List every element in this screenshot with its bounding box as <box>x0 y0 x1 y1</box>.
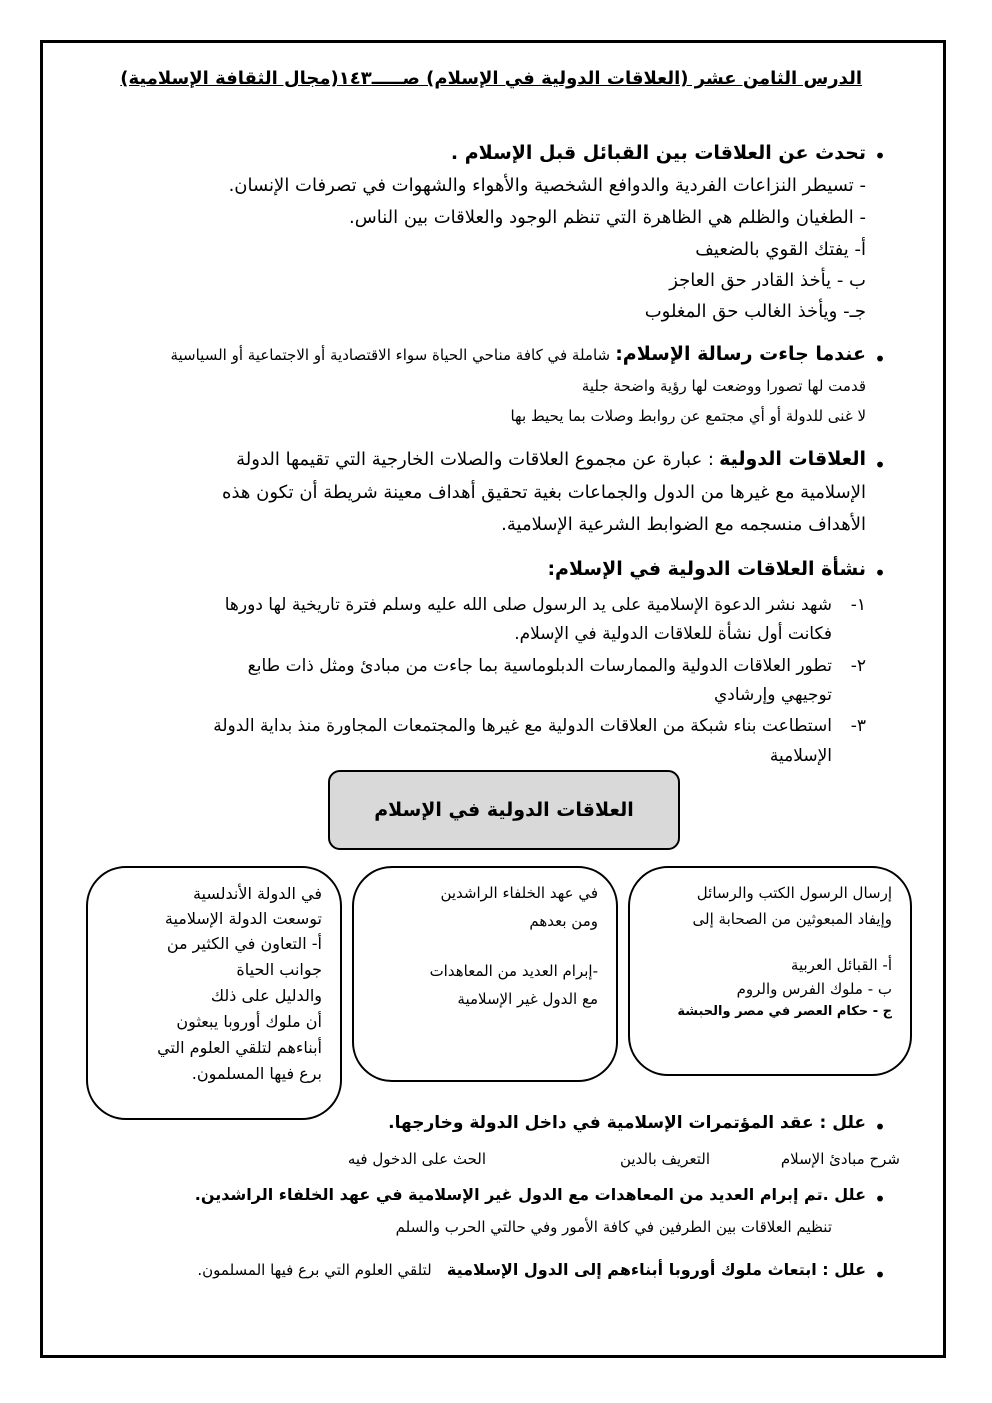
section3-heading: العلاقات الدولية <box>719 448 866 470</box>
point-text: تطور العلاقات الدولية والممارسات الدبلوماسية بما جاءت من مبادئ ومثل ذات طابع <box>247 656 832 676</box>
box-line: برع فيها المسلمون. <box>191 1064 322 1083</box>
box-line: أن ملوك أوروبا يبعثون <box>176 1012 322 1031</box>
q1-answer-2: التعريف بالدين <box>619 1150 710 1168</box>
point-number: ١- <box>850 595 866 615</box>
q3-heading: علل : ابتعاث ملوك أوروبا أبناءهم إلى الدول الإسلامية <box>446 1260 866 1279</box>
diagram-left-box <box>86 866 342 1120</box>
box-line: أ- التعاون في الكثير من <box>166 934 322 953</box>
box-line: مع الدول غير الإسلامية <box>457 990 598 1008</box>
box-line: أ- القبائل العربية <box>790 956 892 974</box>
q3-answer: لتلقي العلوم التي برع فيها المسلمون. <box>197 1261 432 1279</box>
box-line: والدليل على ذلك <box>210 986 322 1005</box>
box-line: ج - حكام العصر في مصر والحبشة <box>677 1004 892 1019</box>
point-number: ٢- <box>850 656 866 676</box>
box-line: -إبرام العديد من المعاهدات <box>429 962 598 980</box>
section1-item-b: ب - يأخذ القادر حق العاجز <box>669 270 866 291</box>
origin-point-1-cont: فكانت أول نشأة للعلاقات الدولية في الإسلام. <box>514 624 832 644</box>
box-line: في عهد الخلفاء الراشدين <box>440 884 598 902</box>
section2-line1: شاملة في كافة مناحي الحياة سواء الاقتصادية أو الاجتماعية أو السياسية <box>170 346 611 364</box>
box-line: جوانب الحياة <box>236 960 322 979</box>
origin-point-3-cont: الإسلامية <box>769 746 832 766</box>
section3-first-line <box>236 448 866 470</box>
point-text: استطاعت بناء شبكة من العلاقات الدولية مع غيرها والمجتمعات المجاورة منذ بداية الدولة <box>213 716 832 736</box>
section1-item-a: أ- يفتك القوي بالضعيف <box>695 239 866 260</box>
bullet: • <box>874 1187 886 1211</box>
box-line: ب - ملوك الفرس والروم <box>736 980 892 998</box>
section2-line3: لا غنى للدولة أو أي مجتمع عن روابط وصلات بما يحيط بها <box>510 407 866 425</box>
q2-answer: تنظيم العلاقات بين الطرفين في كافة الأمور وفي حالتي الحرب والسلم <box>395 1218 832 1236</box>
diagram-right-box <box>628 866 912 1076</box>
bullet: • <box>874 347 886 371</box>
box-line: أبناءهم لتلقي العلوم التي <box>157 1038 322 1057</box>
origin-point-3 <box>66 716 866 746</box>
diagram-center-box: العلاقات الدولية في الإسلام <box>328 770 680 850</box>
section1-line2: - الطغيان والظلم هي الظاهرة التي تنظم الوجود والعلاقات بين الناس. <box>349 207 866 228</box>
box-line: توسعت الدولة الإسلامية <box>164 909 322 928</box>
origin-point-2-cont: توجيهي وإرشادي <box>713 685 832 705</box>
box-line: في الدولة الأندلسية <box>192 884 322 903</box>
bullet: • <box>874 1263 886 1287</box>
q1-answer-3: الحث على الدخول فيه <box>347 1150 486 1168</box>
section1-heading: تحدث عن العلاقات بين القبائل قبل الإسلام . <box>450 142 866 164</box>
origin-point-2 <box>66 656 866 686</box>
bullet: • <box>874 453 886 477</box>
q1-answer-1: شرح مبادئ الإسلام <box>780 1150 900 1168</box>
bullet: • <box>874 144 886 168</box>
section1-item-c: جـ- ويأخذ الغالب حق المغلوب <box>644 301 866 322</box>
box-line: وإيفاد المبعوثين من الصحابة إلى <box>692 910 892 928</box>
section2-line2: قدمت لها تصورا ووضعت لها رؤية واضحة جلية <box>581 377 866 395</box>
section2-first-line <box>170 343 866 365</box>
bullet: • <box>874 1115 886 1139</box>
bullet: • <box>874 561 886 585</box>
section2-heading: عندما جاءت رسالة الإسلام: <box>615 343 866 365</box>
section4-heading: نشأة العلاقات الدولية في الإسلام: <box>547 558 866 580</box>
origin-point-1 <box>66 595 866 625</box>
diagram-middle-box <box>352 866 618 1082</box>
section3-line3: الأهداف منسجمه مع الضوابط الشرعية الإسلامية. <box>501 514 866 535</box>
point-text: شهد نشر الدعوة الإسلامية على يد الرسول صلى الله عليه وسلم فترة تاريخية لها دورها <box>224 595 832 615</box>
q3-line <box>197 1260 866 1279</box>
section3-line1: : عبارة عن مجموع العلاقات والصلات الخارجية التي تقيمها الدولة <box>236 449 714 470</box>
lesson-title: الدرس الثامن عشر (العلاقات الدولية في الإسلام) صـــــ١٤٣(مجال الثقافة الإسلامية) <box>120 68 862 89</box>
section1-line1: - تسيطر النزاعات الفردية والدوافع الشخصية والأهواء والشهوات في تصرفات الإنسان. <box>228 175 866 196</box>
point-number: ٣- <box>850 716 866 736</box>
section3-line2: الإسلامية مع غيرها من الدول والجماعات بغية تحقيق أهداف معينة شريطة أن تكون هذه <box>222 482 866 503</box>
q1-heading: علل : عقد المؤتمرات الإسلامية في داخل الدولة وخارجها. <box>388 1113 866 1133</box>
box-line: إرسال الرسول الكتب والرسائل <box>696 884 892 902</box>
q2-heading: علل .تم إبرام العديد من المعاهدات مع الدول غير الإسلامية في عهد الخلفاء الراشدين. <box>194 1185 866 1204</box>
box-line: ومن بعدهم <box>529 912 598 930</box>
